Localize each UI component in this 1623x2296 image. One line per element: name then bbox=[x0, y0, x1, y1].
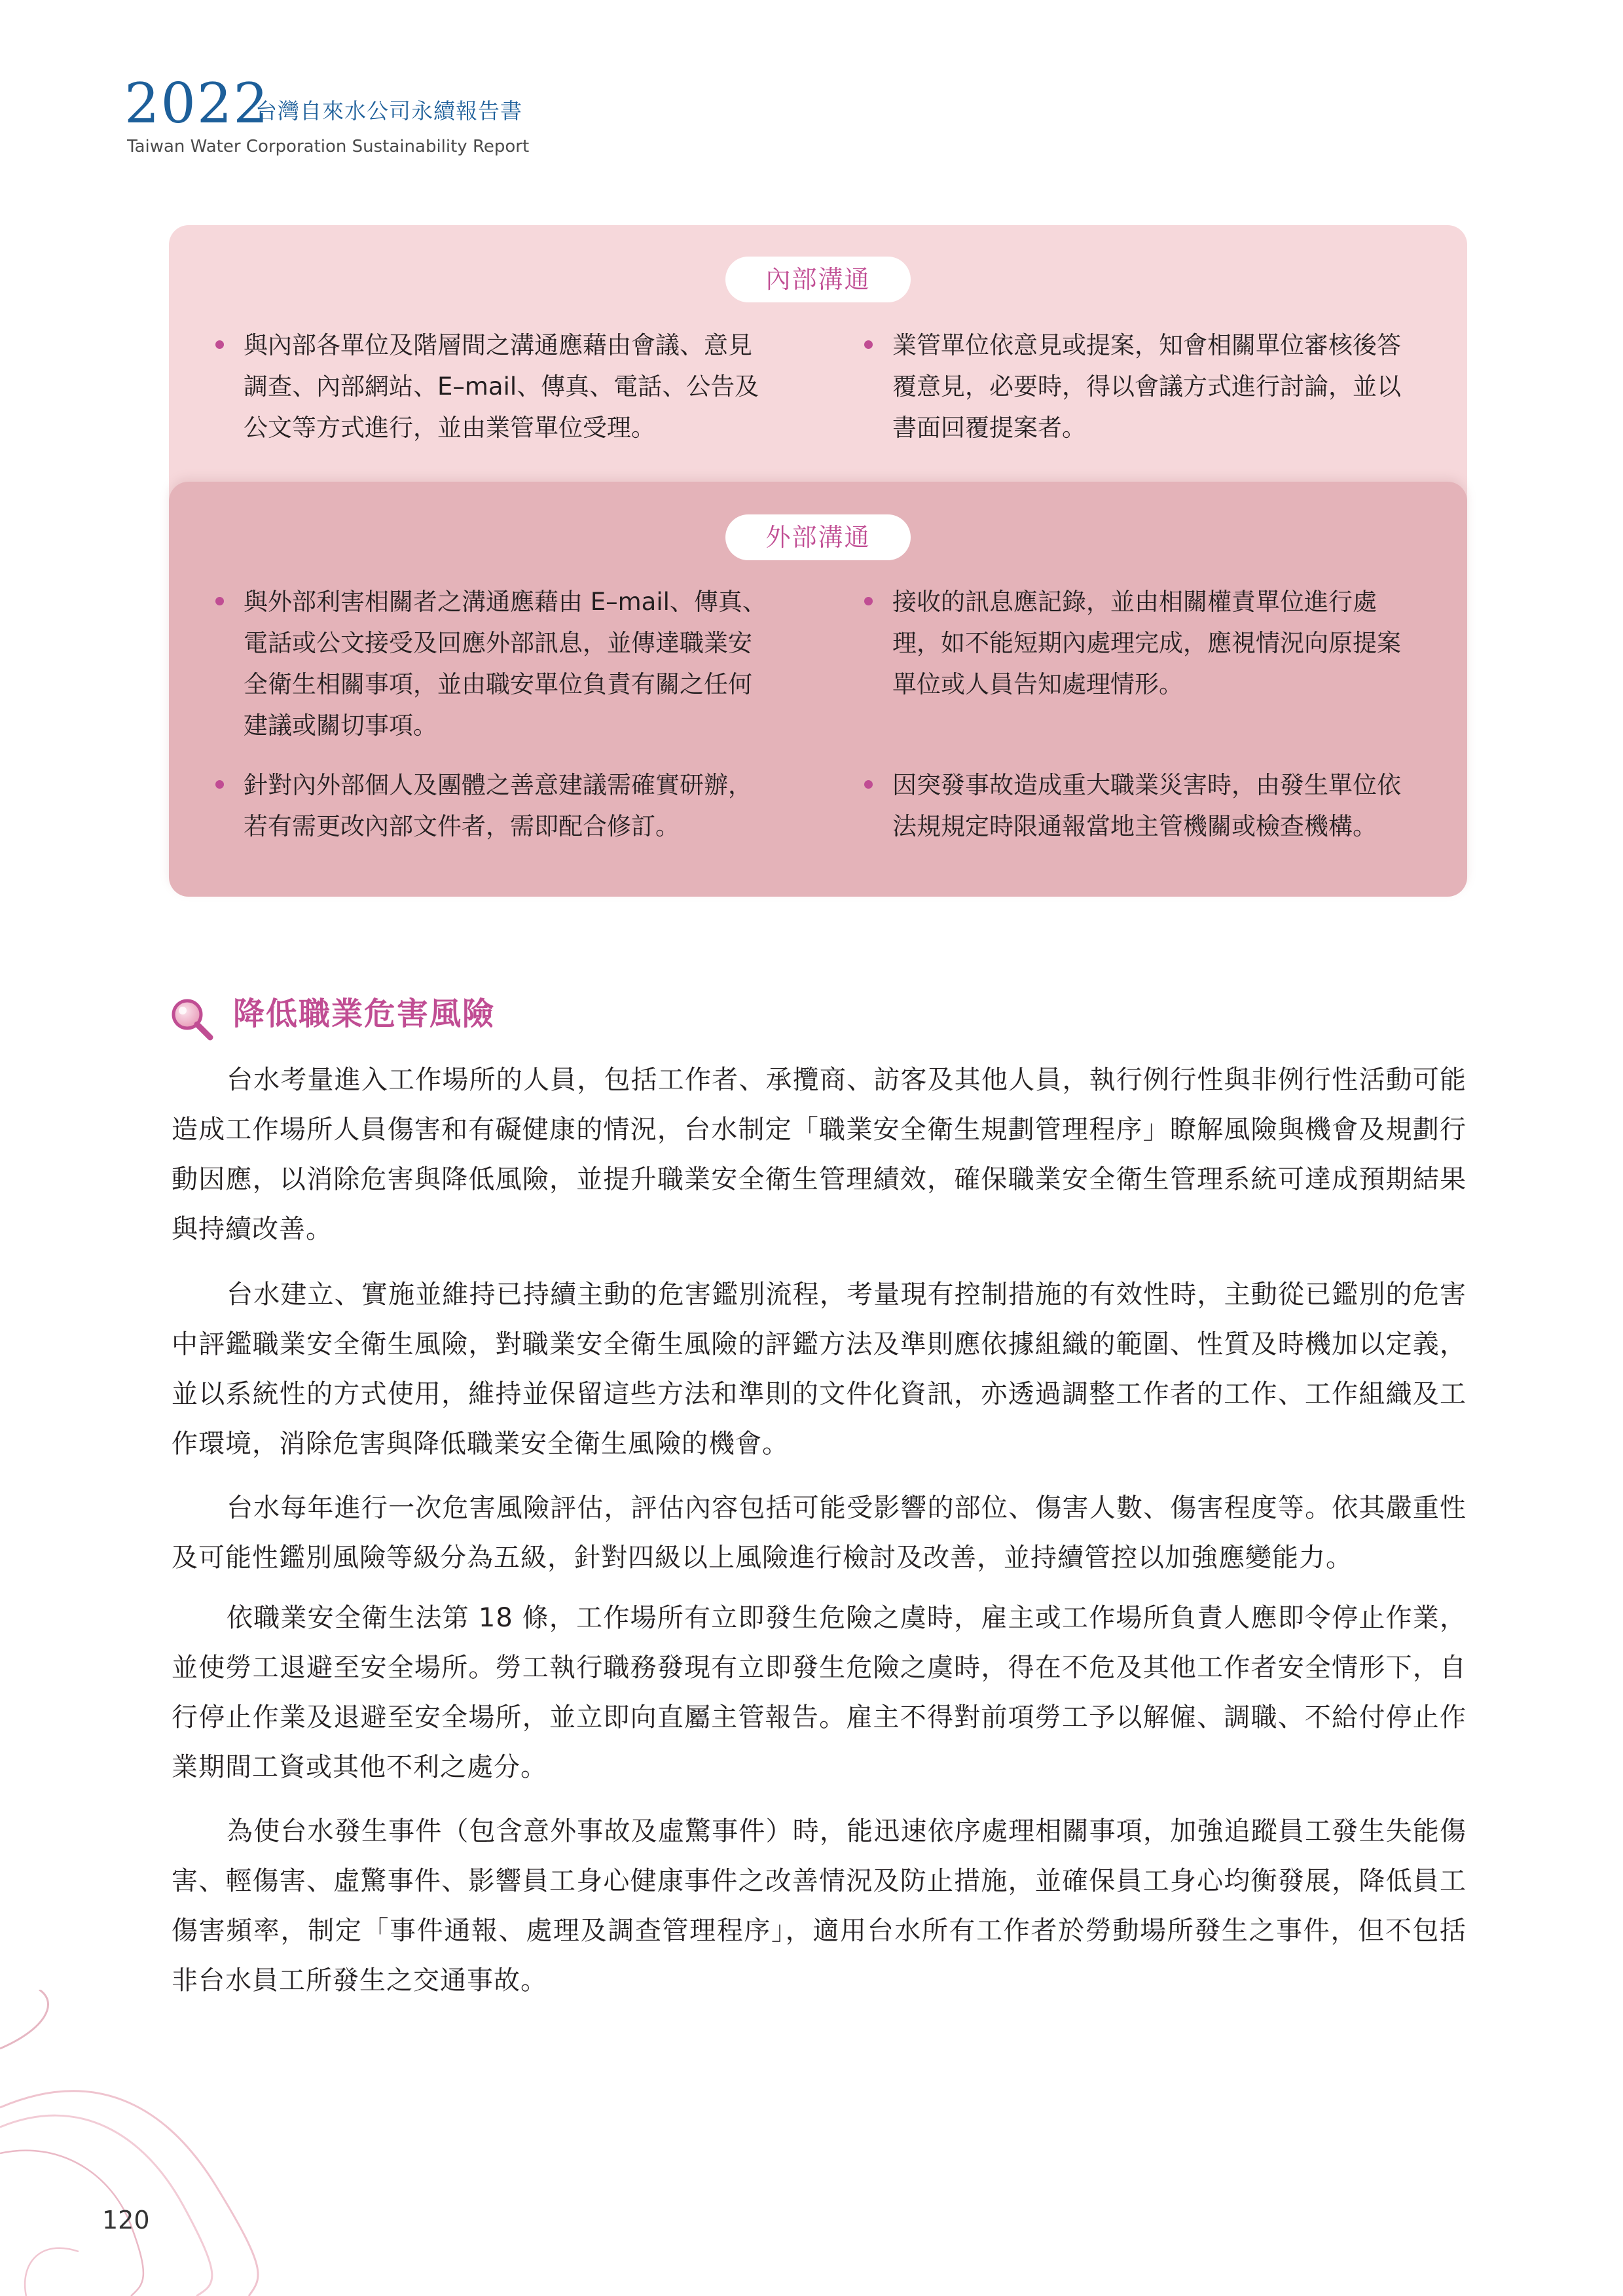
report-year: 2022 bbox=[124, 71, 270, 135]
body-paragraph: 為使台水發生事件（包含意外事故及虛驚事件）時，能迅速依序處理相關事項，加強追蹤員工發生失能傷害、輕傷害、虛驚事件、影響員工身心健康事件之改善情況及防止措施，並確保員工身心均衡發展，降低員工傷害頻率，制定「事件通報、處理及調查管理程序」，適用台水所有工作者於勞動場所發生之事件，但不包括非台水員工所發生之交通事故。 bbox=[172, 1816, 1467, 1996]
body-paragraph: 依職業安全衛生法第 18 條，工作場所有立即發生危險之虞時，雇主或工作場所負責人應即令停止作業，並使勞工退避至安全場所。勞工執行職務發現有立即發生危險之虞時，得在不危及其他工作者安全情形下，自行停止作業及退避至安全場所，並立即向直屬主管報告。雇主不得對前項勞工予以解僱、調職、不給付停止作業期間工資或其他不利之處分。 bbox=[172, 1603, 1467, 1782]
report-title-en: Taiwan Water Corporation Sustainability Report bbox=[127, 137, 530, 156]
internal-communication-panel bbox=[169, 225, 1467, 526]
list-item: 針對內外部個人及團體之善意建議需確實研辦，若有需更改內部文件者，需即配合修訂。 bbox=[244, 764, 774, 847]
body-paragraph: 台水建立、實施並維持已持續主動的危害鑑別流程，考量現有控制措施的有效性時，主動從已鑑別的危害中評鑑職業安全衛生風險，對職業安全衛生風險的評鑑方法及準則應依據組織的範圍、性質及時機加以定義，並以系統性的方式使用，維持並保留這些方法和準則的文件化資訊，亦透過調整工作者的工作、工作組織及工作環境，消除危害與降低職業安全衛生風險的機會。 bbox=[172, 1280, 1467, 1459]
body-paragraph: 台水每年進行一次危害風險評估，評估內容包括可能受影響的部位、傷害人數、傷害程度等。依其嚴重性及可能性鑑別風險等級分為五級，針對四級以上風險進行檢討及改善，並持續管控以加強應變能力。 bbox=[172, 1493, 1467, 1573]
internal-communication-title: 內部溝通 bbox=[725, 257, 911, 302]
decorative-waves bbox=[0, 1990, 282, 2296]
list-item: 與內部各單位及階層間之溝通應藉由會議、意見調查、內部網站、E–mail、傳真、電話、公告及公文等方式進行，並由業管單位受理。 bbox=[244, 325, 774, 448]
page-number: 120 bbox=[102, 2206, 150, 2234]
external-communication-title: 外部溝通 bbox=[725, 514, 911, 560]
external-communication-panel bbox=[169, 482, 1467, 897]
list-item: 因突發事故造成重大職業災害時，由發生單位依法規規定時限通報當地主管機關或檢查機構。 bbox=[892, 764, 1423, 847]
list-item: 接收的訊息應記錄，並由相關權責單位進行處理，如不能短期內處理完成，應視情況向原提案單位或人員告知處理情形。 bbox=[892, 581, 1423, 705]
report-title-cn: 台灣自來水公司永續報告書 bbox=[255, 98, 522, 124]
magnifier-icon bbox=[169, 996, 215, 1042]
body-paragraph: 台水考量進入工作場所的人員，包括工作者、承攬商、訪客及其他人員，執行例行性與非例行性活動可能造成工作場所人員傷害和有礙健康的情況，台水制定「職業安全衛生規劃管理程序」瞭解風險與機會及規劃行動因應，以消除危害與降低風險，並提升職業安全衛生管理績效，確保職業安全衛生管理系統可達成預期結果與持續改善。 bbox=[172, 1065, 1467, 1244]
list-item: 業管單位依意見或提案，知會相關單位審核後答覆意見，必要時，得以會議方式進行討論，並以書面回覆提案者。 bbox=[892, 325, 1423, 448]
section-title: 降低職業危害風險 bbox=[233, 996, 496, 1032]
list-item: 與外部利害相關者之溝通應藉由 E–mail、傳真、電話或公文接受及回應外部訊息，並傳達職業安全衛生相關事項，並由職安單位負責有關之任何建議或關切事項。 bbox=[244, 581, 774, 746]
